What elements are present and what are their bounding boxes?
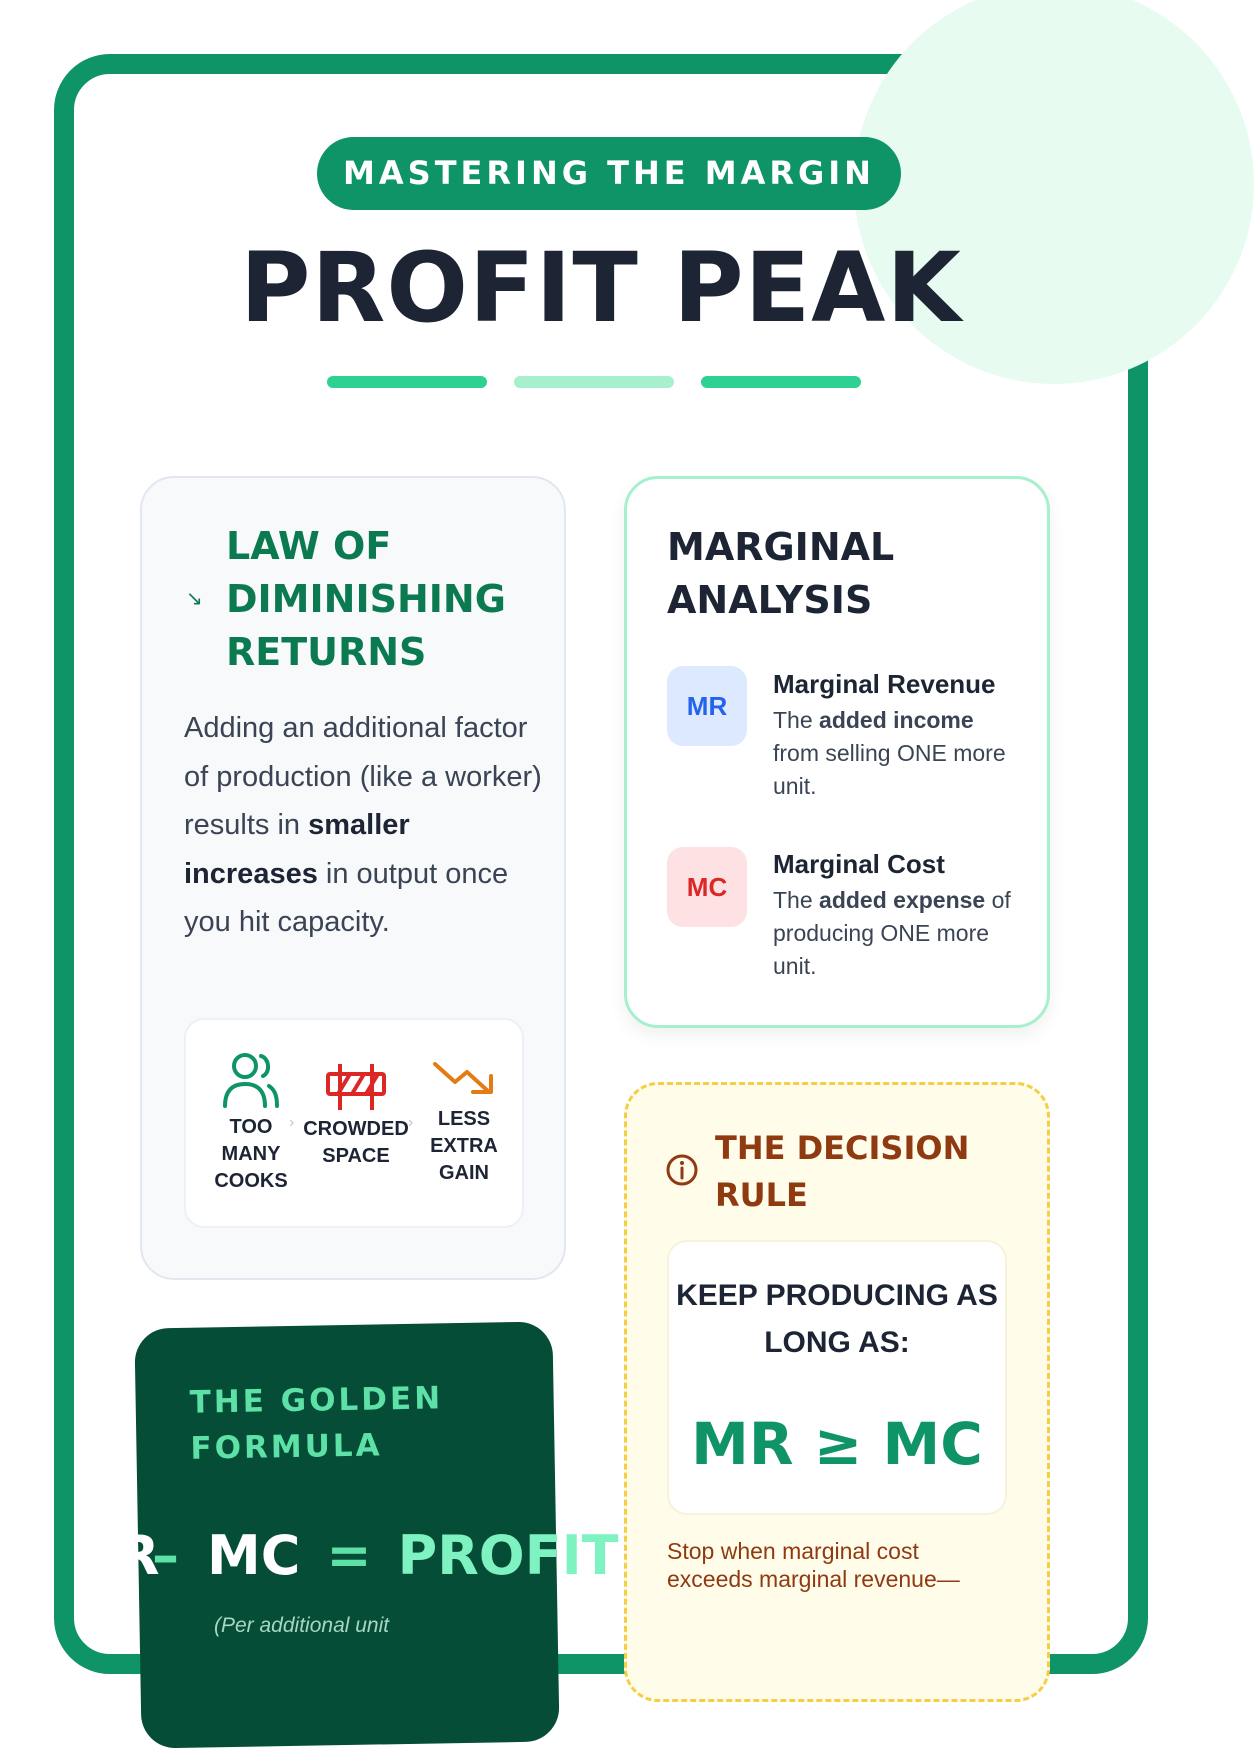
page-title: PROFIT PEAK xyxy=(240,232,962,344)
law-body-text: in output once you hit capacity. xyxy=(184,857,509,938)
people-icon xyxy=(219,1050,283,1110)
chevron-right-icon: › xyxy=(289,1114,295,1131)
decision-rule-text: KEEP PRODUCING AS LONG AS: xyxy=(676,1279,998,1359)
term-description xyxy=(773,884,1023,983)
law-icon-strip xyxy=(184,1018,524,1228)
step-label: TOO MANY COOKS xyxy=(214,1116,288,1192)
term-desc-text: The xyxy=(773,707,820,733)
law-card xyxy=(140,476,566,1280)
decision-rule-title: THE DECISION RULE xyxy=(715,1129,970,1214)
law-title: LAW OF DIMINISHING RETURNS xyxy=(226,524,506,674)
trend-down-icon xyxy=(431,1058,497,1098)
law-body xyxy=(184,704,544,947)
decision-rule-footer: Stop when marginal cost exceeds marginal revenue— xyxy=(667,1538,960,1592)
term-desc-emphasis: added income xyxy=(819,707,974,733)
term-description xyxy=(773,704,1023,803)
infographic-frame xyxy=(54,54,1148,1674)
marginal-analysis-title: MARGINAL ANALYSIS xyxy=(667,525,895,622)
divider-bar xyxy=(327,376,487,388)
mc-badge: MC xyxy=(667,847,747,927)
divider-bar xyxy=(514,376,674,388)
marginal-revenue-term xyxy=(773,667,1023,803)
law-body-text: Adding an additional factor of production (like a worker) results in xyxy=(184,712,542,841)
info-icon xyxy=(665,1153,699,1187)
step-less-extra-gain xyxy=(414,1058,514,1187)
formula-profit: PROFIT xyxy=(397,1524,619,1587)
term-desc-text: of producing ONE more unit. xyxy=(773,887,1011,979)
divider-bar xyxy=(701,376,861,388)
formula-mc: MC xyxy=(207,1524,301,1587)
term-name: Marginal Revenue xyxy=(773,669,996,699)
law-body-emphasis: smaller increases xyxy=(184,809,410,890)
marginal-analysis-card xyxy=(624,476,1050,1028)
step-too-many-cooks xyxy=(204,1050,298,1195)
decision-rule-box xyxy=(667,1240,1007,1515)
term-desc-emphasis: added expense xyxy=(819,887,986,913)
term-name: Marginal Cost xyxy=(773,849,945,879)
term-desc-text: from selling ONE more unit. xyxy=(773,740,1006,799)
term-desc-text: The xyxy=(773,887,820,913)
step-crowded-space xyxy=(298,1062,414,1170)
eyebrow-pill: MASTERING THE MARGIN xyxy=(317,137,901,210)
chevron-right-icon: › xyxy=(408,1114,414,1131)
step-label: CROWDED SPACE xyxy=(303,1118,409,1167)
decision-rule-equation: MR ≥ MC xyxy=(691,1410,983,1478)
golden-formula-subtitle: (Per additional unit xyxy=(214,1614,390,1637)
barrier-icon xyxy=(324,1062,388,1112)
marginal-cost-term xyxy=(773,847,1023,983)
arrow-down-right-icon: ↘ xyxy=(186,588,203,610)
decision-rule-card xyxy=(624,1082,1050,1702)
mr-badge: MR xyxy=(667,666,747,746)
formula-equals: = xyxy=(326,1524,372,1587)
golden-formula-equation: R– MC = PROFIT xyxy=(118,1524,619,1587)
golden-formula-title: THE GOLDEN FORMULA xyxy=(189,1380,444,1467)
step-label: LESS EXTRA GAIN xyxy=(430,1108,498,1184)
formula-minus: – xyxy=(152,1524,179,1587)
